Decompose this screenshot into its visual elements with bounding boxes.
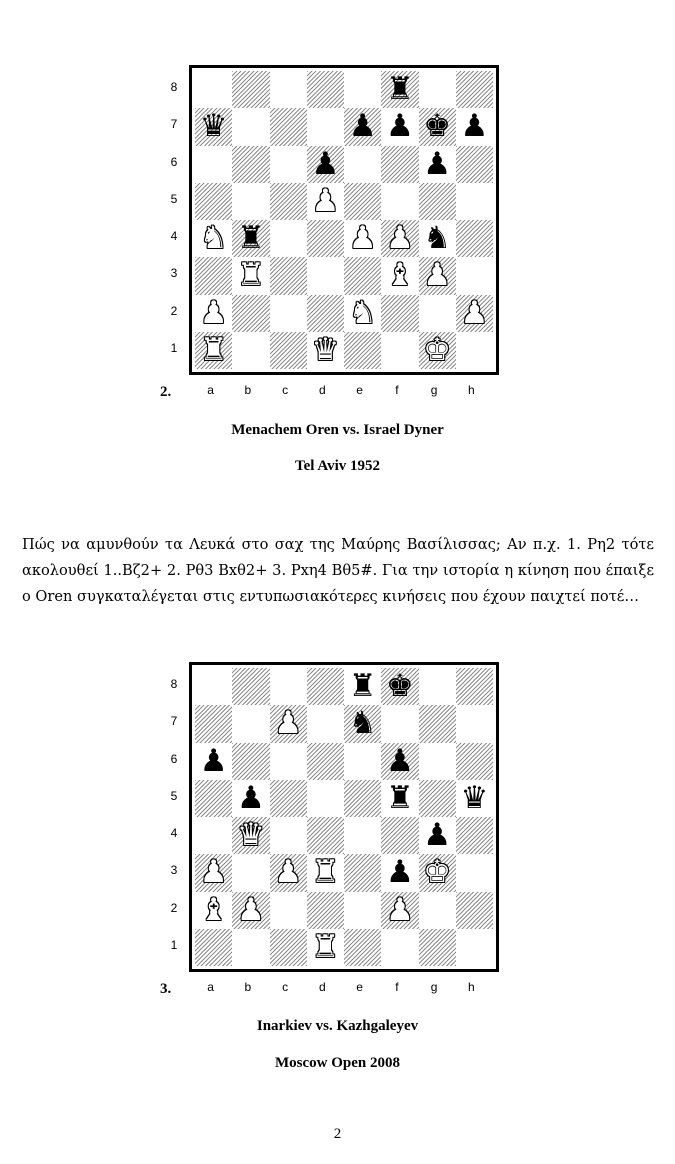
rank-label: 5 — [170, 191, 178, 206]
square-c2 — [270, 892, 307, 929]
file-label: e — [356, 383, 363, 397]
square-h1 — [456, 332, 493, 369]
square-h8 — [456, 668, 493, 705]
square-h1 — [456, 929, 493, 966]
black-pawn-f6: ♟ — [385, 742, 414, 779]
rank-label: 6 — [170, 751, 178, 766]
square-b7 — [232, 108, 269, 145]
square-d4 — [307, 817, 344, 854]
rank-label: 8 — [170, 677, 178, 691]
white-pawn-d5: ♟ — [311, 182, 340, 219]
square-h6 — [456, 146, 493, 183]
diagram-number: 3. — [160, 981, 172, 997]
black-rook-f8: ♜ — [385, 71, 414, 107]
rank-label: 4 — [170, 229, 178, 243]
chessboard — [189, 662, 499, 972]
white-rook-b3: ♜ — [236, 257, 265, 294]
diagram-number: 2. — [160, 384, 172, 400]
square-b2 — [232, 295, 269, 332]
file-label: g — [430, 980, 438, 994]
square-e2 — [344, 892, 381, 929]
square-a5 — [195, 183, 232, 220]
white-knight-a4: ♞ — [199, 220, 228, 256]
square-d6 — [307, 743, 344, 780]
black-pawn-b5: ♟ — [236, 779, 265, 816]
file-label: d — [319, 383, 326, 397]
square-b1 — [232, 929, 269, 966]
black-pawn-g6: ♟ — [423, 145, 452, 182]
square-c8 — [270, 668, 307, 705]
square-a7 — [195, 705, 232, 742]
square-e3 — [344, 257, 381, 294]
white-pawn-e4: ♟ — [348, 220, 377, 256]
square-b8 — [232, 668, 269, 705]
square-b5 — [232, 183, 269, 220]
square-g1 — [419, 929, 456, 966]
square-d7 — [307, 108, 344, 145]
file-label: f — [395, 980, 399, 994]
square-e4 — [344, 817, 381, 854]
black-pawn-e7: ♟ — [348, 108, 377, 145]
page-number: 2 — [333, 1126, 342, 1142]
square-a3 — [195, 257, 232, 294]
rank-label: 6 — [170, 154, 178, 169]
game-event: Moscow Open 2008 — [275, 1055, 400, 1071]
black-pawn-h7: ♟ — [460, 108, 489, 145]
file-label: d — [319, 980, 326, 994]
chess-diagram-3 — [170, 662, 499, 1002]
square-f7 — [381, 705, 418, 742]
square-h7 — [456, 705, 493, 742]
square-c7 — [270, 108, 307, 145]
square-g6 — [419, 743, 456, 780]
square-b3 — [232, 854, 269, 891]
white-pawn-g3: ♟ — [423, 257, 452, 294]
white-rook-a1: ♜ — [199, 331, 228, 368]
white-bishop-f3: ♝ — [385, 257, 414, 294]
square-f2 — [381, 295, 418, 332]
square-c1 — [270, 929, 307, 966]
square-b6 — [232, 743, 269, 780]
game-event: Tel Aviv 1952 — [294, 458, 380, 474]
square-c2 — [270, 295, 307, 332]
square-h3 — [456, 257, 493, 294]
file-label: c — [282, 383, 289, 397]
file-label: b — [244, 383, 252, 397]
square-c1 — [270, 332, 307, 369]
white-pawn-c7: ♟ — [274, 705, 303, 742]
black-knight-e7: ♞ — [348, 705, 377, 742]
white-pawn-f4: ♟ — [385, 220, 414, 256]
file-label: g — [430, 383, 438, 397]
square-h6 — [456, 743, 493, 780]
rank-label: 7 — [170, 117, 178, 132]
square-c4 — [270, 220, 307, 257]
rank-label: 3 — [170, 266, 178, 281]
square-e5 — [344, 183, 381, 220]
square-g8 — [419, 668, 456, 705]
white-pawn-f2: ♟ — [385, 891, 414, 928]
square-d3 — [307, 257, 344, 294]
black-knight-g4: ♞ — [423, 220, 452, 256]
black-queen-a7: ♛ — [199, 108, 228, 145]
rank-label: 1 — [170, 340, 178, 355]
square-h4 — [456, 220, 493, 257]
file-label: a — [207, 980, 214, 994]
rank-label: 8 — [170, 80, 178, 94]
file-label: a — [207, 383, 214, 397]
square-a1 — [195, 929, 232, 966]
square-f4 — [381, 817, 418, 854]
white-queen-b4: ♛ — [236, 817, 265, 853]
chess-diagram-2 — [170, 65, 499, 405]
file-label: h — [468, 980, 475, 994]
square-a8 — [195, 668, 232, 705]
square-c3 — [270, 257, 307, 294]
square-d4 — [307, 220, 344, 257]
square-f1 — [381, 332, 418, 369]
square-c5 — [270, 780, 307, 817]
square-f6 — [381, 146, 418, 183]
square-e5 — [344, 780, 381, 817]
game-players: Menachem Oren vs. Israel Dyner — [231, 422, 444, 438]
white-bishop-a2: ♝ — [199, 891, 228, 928]
square-d5 — [307, 780, 344, 817]
square-a6 — [195, 146, 232, 183]
white-knight-e2: ♞ — [348, 294, 377, 331]
square-c6 — [270, 743, 307, 780]
file-label: f — [395, 383, 399, 397]
black-rook-f5: ♜ — [385, 779, 414, 816]
square-b1 — [232, 332, 269, 369]
white-king-g1: ♚ — [423, 331, 452, 368]
black-pawn-g4: ♟ — [423, 817, 452, 853]
white-queen-d1: ♛ — [311, 331, 340, 368]
square-f5 — [381, 183, 418, 220]
square-g5 — [419, 780, 456, 817]
square-h8 — [456, 71, 493, 108]
square-h5 — [456, 183, 493, 220]
file-label: b — [244, 980, 252, 994]
square-g7 — [419, 705, 456, 742]
square-f1 — [381, 929, 418, 966]
square-c5 — [270, 183, 307, 220]
game-players: Inarkiev vs. Kazhgaleyev — [256, 1018, 419, 1034]
black-pawn-d6: ♟ — [311, 145, 340, 182]
square-a5 — [195, 780, 232, 817]
square-e1 — [344, 332, 381, 369]
chessboard — [189, 65, 499, 375]
body-paragraph: Πώς να αμυνθούν τα Λευκά στο σαχ της Μαύρης Βασίλισσας; Αν π.χ. 1. Ρη2 τότε ακολουθεί 1..Βζ2+ 2. Ρθ3 Βxθ2+ 3. Ρxη4 Βθ5#. Για την ιστορία η κίνηση που έπαιξε ο Oren συγκαταλέγεται στις εντυπωσιακότερες κινήσεις που έχουν παιχτεί ποτέ… — [22, 536, 654, 605]
square-b7 — [232, 705, 269, 742]
square-g2 — [419, 295, 456, 332]
rank-label: 7 — [170, 714, 178, 729]
white-rook-d3: ♜ — [311, 854, 340, 891]
white-king-g3: ♚ — [423, 854, 452, 891]
black-pawn-f7: ♟ — [385, 108, 414, 145]
square-h3 — [456, 854, 493, 891]
rank-label: 3 — [170, 863, 178, 878]
square-a8 — [195, 71, 232, 108]
square-e3 — [344, 854, 381, 891]
square-b8 — [232, 71, 269, 108]
square-e8 — [344, 71, 381, 108]
black-king-g7: ♚ — [423, 108, 452, 145]
file-label: h — [468, 383, 475, 397]
rank-label: 4 — [170, 826, 178, 840]
square-c4 — [270, 817, 307, 854]
white-pawn-c3: ♟ — [274, 854, 303, 891]
square-d8 — [307, 668, 344, 705]
square-h4 — [456, 817, 493, 854]
white-pawn-a2: ♟ — [199, 294, 228, 331]
file-label: e — [356, 980, 363, 994]
rank-label: 2 — [170, 303, 178, 318]
white-pawn-b2: ♟ — [236, 891, 265, 928]
square-g5 — [419, 183, 456, 220]
square-c6 — [270, 146, 307, 183]
square-d7 — [307, 705, 344, 742]
board-squares — [195, 668, 493, 966]
square-b6 — [232, 146, 269, 183]
square-e6 — [344, 743, 381, 780]
square-c8 — [270, 71, 307, 108]
board-squares — [195, 71, 493, 369]
square-d2 — [307, 295, 344, 332]
black-pawn-a6: ♟ — [199, 742, 228, 779]
rank-label: 5 — [170, 788, 178, 803]
square-d2 — [307, 892, 344, 929]
square-a4 — [195, 817, 232, 854]
rank-label: 2 — [170, 900, 178, 915]
rank-label: 1 — [170, 937, 178, 952]
black-rook-b4: ♜ — [236, 220, 265, 256]
black-pawn-f3: ♟ — [385, 854, 414, 891]
square-g2 — [419, 892, 456, 929]
file-label: c — [282, 980, 289, 994]
square-g8 — [419, 71, 456, 108]
square-h2 — [456, 892, 493, 929]
black-queen-h5: ♛ — [460, 779, 489, 816]
white-pawn-h2: ♟ — [460, 294, 489, 331]
square-d8 — [307, 71, 344, 108]
square-e1 — [344, 929, 381, 966]
white-pawn-a3: ♟ — [199, 854, 228, 891]
black-rook-e8: ♜ — [348, 668, 377, 704]
square-e6 — [344, 146, 381, 183]
black-king-f8: ♚ — [385, 668, 414, 704]
white-rook-d1: ♜ — [311, 928, 340, 965]
